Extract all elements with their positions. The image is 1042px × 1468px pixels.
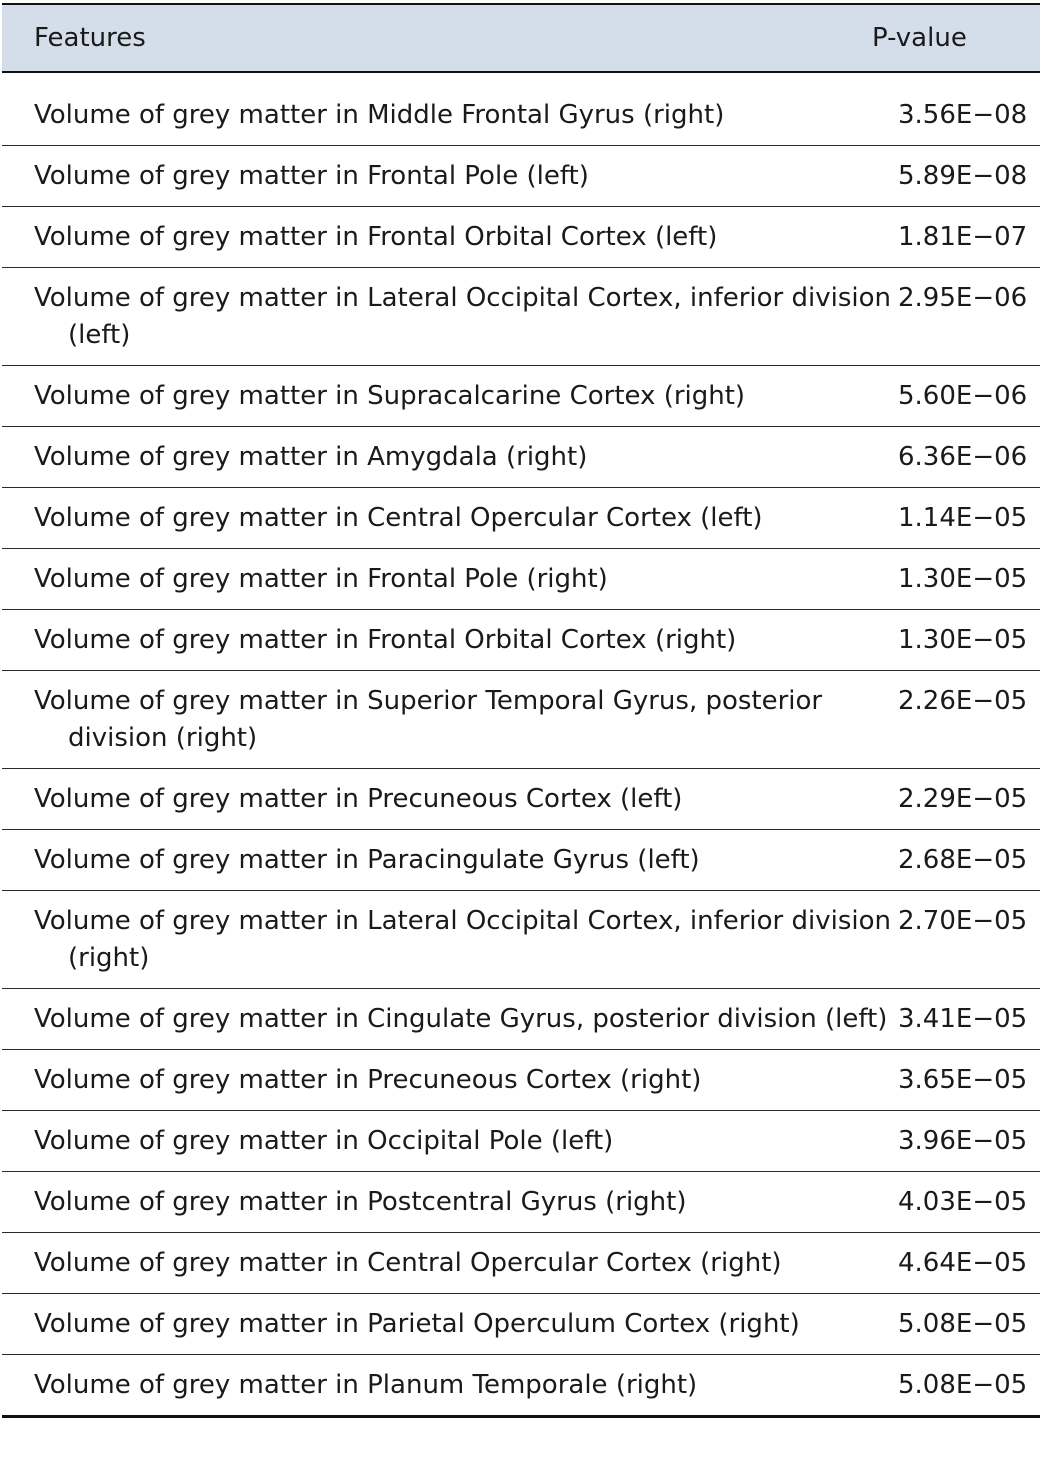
- p-value-cell: 2.95E−06: [898, 283, 1028, 313]
- p-value-cell: 3.96E−05: [898, 1126, 1028, 1156]
- table-row: [2, 268, 1040, 366]
- feature-cell: [2, 1050, 898, 1110]
- table-row: [2, 1111, 1040, 1172]
- table-row: [2, 610, 1040, 671]
- table-body: [2, 85, 1040, 1418]
- table-row: [2, 488, 1040, 549]
- table-row: [2, 671, 1040, 769]
- feature-cell: [2, 989, 898, 1049]
- feature-text: Volume of grey matter in Central Opercular Cortex (left): [34, 503, 763, 533]
- feature-text: Volume of grey matter in Lateral Occipital Cortex, inferior division (left): [34, 283, 891, 350]
- p-value-cell: 1.30E−05: [898, 564, 1028, 594]
- table-row: [2, 366, 1040, 427]
- p-value-cell: 5.08E−05: [898, 1309, 1028, 1339]
- p-value-cell: 3.41E−05: [898, 1004, 1028, 1034]
- feature-text: Volume of grey matter in Precuneous Cortex (left): [34, 784, 683, 814]
- feature-cell: [2, 549, 898, 609]
- p-value-cell: 2.29E−05: [898, 784, 1028, 814]
- feature-cell: [2, 1355, 898, 1415]
- feature-cell: [2, 427, 898, 487]
- feature-text: Volume of grey matter in Frontal Pole (left): [34, 161, 589, 191]
- p-value-cell: 4.64E−05: [898, 1248, 1028, 1278]
- feature-cell: [2, 1111, 898, 1171]
- feature-text: Volume of grey matter in Paracingulate Gyrus (left): [34, 845, 700, 875]
- feature-text: Volume of grey matter in Central Opercular Cortex (right): [34, 1248, 782, 1278]
- header-spacer: [2, 73, 1040, 85]
- p-value-cell: 2.26E−05: [898, 686, 1028, 716]
- feature-text: Volume of grey matter in Planum Temporale (right): [34, 1370, 698, 1400]
- p-value-cell: 6.36E−06: [898, 442, 1028, 472]
- header-features: Features: [34, 23, 146, 53]
- p-value-cell: 4.03E−05: [898, 1187, 1028, 1217]
- table-row: [2, 1233, 1040, 1294]
- feature-text: Volume of grey matter in Frontal Pole (right): [34, 564, 608, 594]
- table-row: [2, 1294, 1040, 1355]
- feature-text: Volume of grey matter in Superior Temporal Gyrus, posterior division (right): [34, 686, 823, 753]
- table-row: [2, 891, 1040, 989]
- table-row: [2, 769, 1040, 830]
- feature-cell: [2, 146, 898, 206]
- table-row: [2, 1355, 1040, 1418]
- p-value-cell: 1.30E−05: [898, 625, 1028, 655]
- feature-cell: [2, 1172, 898, 1232]
- header-p-value: P-value: [872, 23, 967, 53]
- feature-text: Volume of grey matter in Frontal Orbital Cortex (left): [34, 222, 718, 252]
- feature-text: Volume of grey matter in Precuneous Cortex (right): [34, 1065, 702, 1095]
- table-row: [2, 1050, 1040, 1111]
- feature-text: Volume of grey matter in Amygdala (right): [34, 442, 588, 472]
- feature-cell: [2, 671, 898, 768]
- feature-text: Volume of grey matter in Occipital Pole (left): [34, 1126, 614, 1156]
- p-value-cell: 5.60E−06: [898, 381, 1028, 411]
- table-header: [2, 3, 1040, 73]
- p-value-cell: 1.81E−07: [898, 222, 1028, 252]
- feature-text: Volume of grey matter in Frontal Orbital Cortex (right): [34, 625, 737, 655]
- feature-cell: [2, 1294, 898, 1354]
- feature-text: Volume of grey matter in Lateral Occipital Cortex, inferior division (right): [34, 906, 891, 973]
- table-row: [2, 989, 1040, 1050]
- feature-cell: [2, 488, 898, 548]
- feature-text: Volume of grey matter in Parietal Operculum Cortex (right): [34, 1309, 800, 1339]
- feature-cell: [2, 366, 898, 426]
- feature-cell: [2, 610, 898, 670]
- table-row: [2, 830, 1040, 891]
- p-value-cell: 1.14E−05: [898, 503, 1028, 533]
- feature-cell: [2, 1233, 898, 1293]
- table-row: [2, 85, 1040, 146]
- p-value-cell: 5.89E−08: [898, 161, 1028, 191]
- p-value-cell: 2.68E−05: [898, 845, 1028, 875]
- feature-cell: [2, 268, 898, 365]
- feature-text: Volume of grey matter in Middle Frontal Gyrus (right): [34, 100, 725, 130]
- features-table: [2, 3, 1040, 1418]
- table-row: [2, 207, 1040, 268]
- feature-text: Volume of grey matter in Cingulate Gyrus, posterior division (left): [34, 1004, 888, 1034]
- feature-text: Volume of grey matter in Supracalcarine Cortex (right): [34, 381, 746, 411]
- feature-cell: [2, 769, 898, 829]
- feature-cell: [2, 207, 898, 267]
- p-value-cell: 3.56E−08: [898, 100, 1028, 130]
- p-value-cell: 3.65E−05: [898, 1065, 1028, 1095]
- feature-cell: [2, 85, 898, 145]
- feature-cell: [2, 830, 898, 890]
- feature-cell: [2, 891, 898, 988]
- table-row: [2, 146, 1040, 207]
- p-value-cell: 5.08E−05: [898, 1370, 1028, 1400]
- feature-text: Volume of grey matter in Postcentral Gyrus (right): [34, 1187, 687, 1217]
- table-row: [2, 1172, 1040, 1233]
- p-value-cell: 2.70E−05: [898, 906, 1028, 936]
- table-row: [2, 549, 1040, 610]
- table-row: [2, 427, 1040, 488]
